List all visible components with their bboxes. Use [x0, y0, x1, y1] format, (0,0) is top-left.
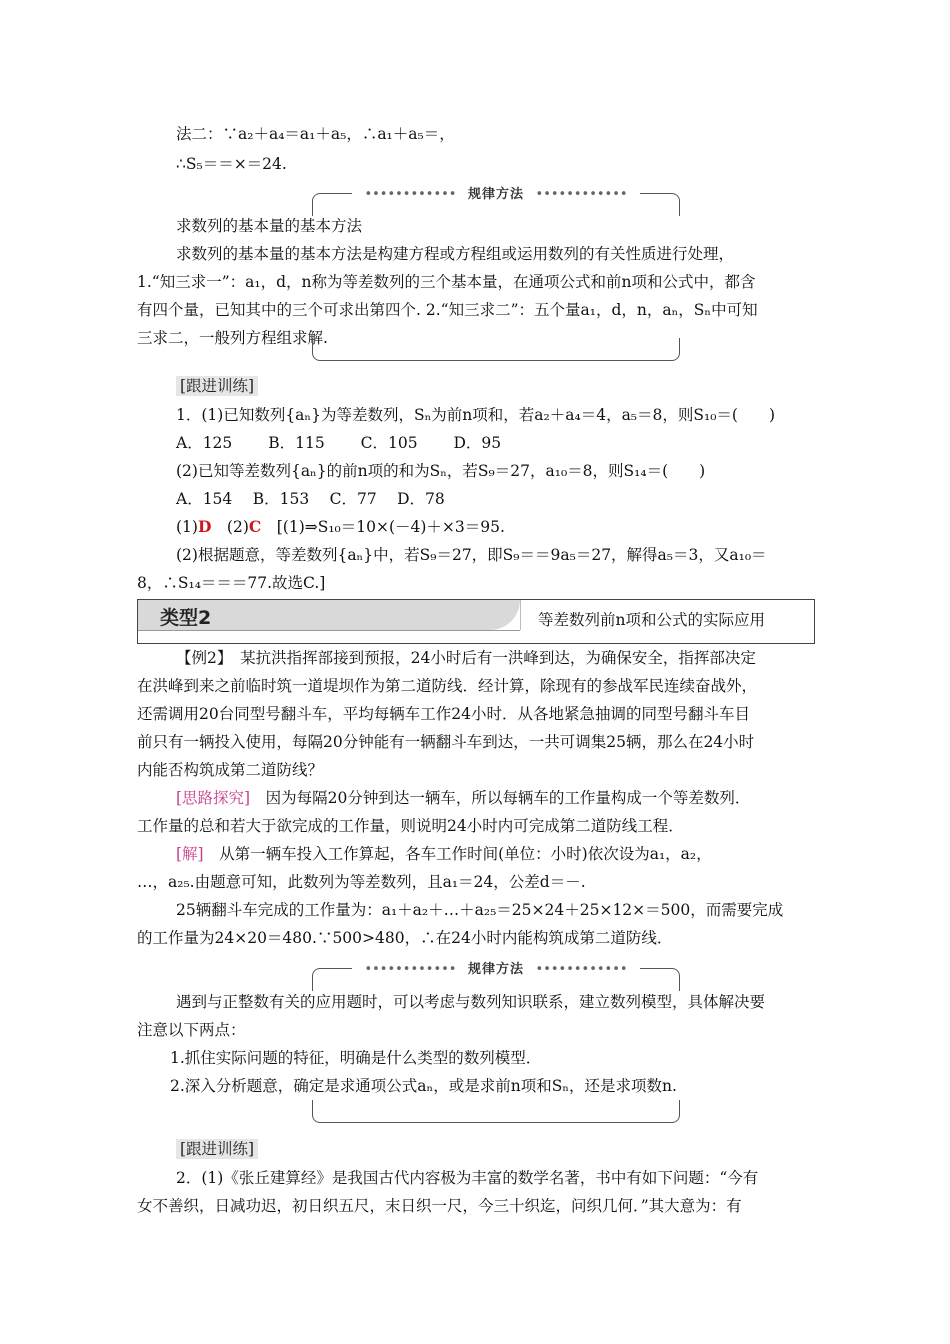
answer-letter: D — [197, 517, 212, 536]
method-box-title: 规律方法 — [467, 187, 524, 202]
text-line: 法二：∵a₂＋a₄＝a₁＋a₅，∴a₁＋a₅＝， — [176, 125, 455, 143]
text-line: 注意以下两点： — [137, 1021, 246, 1039]
practice-tag: [跟进训练] — [176, 1139, 258, 1159]
text-line: 遇到与正整数有关的应用题时，可以考虑与数列知识联系，建立数列模型，具体解决要 — [176, 993, 766, 1011]
text-line: 三求二，一般列方程组求解. — [137, 329, 328, 347]
text-line: 在洪峰到来之前临时筑一道堤坝作为第二道防线．经计算，除现有的参战军民连续奋战外， — [137, 677, 758, 695]
answer-line: (1)D (2)C [(1)⇒S₁₀＝10×(－4)＋×3＝95. — [176, 517, 505, 536]
text-line: 内能否构筑成第二道防线？ — [137, 761, 324, 779]
method-box-bottom — [312, 1100, 680, 1123]
think-tag: [思路探究] — [176, 789, 251, 807]
text-line: ∴S₅＝＝×＝24. — [176, 155, 287, 173]
text-line: 2.深入分析题意，确定是求通项公式aₙ，或是求前n项和Sₙ，还是求项数n. — [170, 1077, 677, 1095]
text-line: 的工作量为24×20＝480.∵500>480，∴在24小时内能构筑成第二道防线． — [137, 929, 673, 947]
text-line: 还需调用20台同型号翻斗车，平均每辆车工作24小时．从各地紧急抽调的同型号翻斗车目 — [137, 705, 750, 723]
answer-line: (2)根据题意，等差数列{aₙ}中，若S₉＝27，即S₉＝＝9a₅＝27，解得a₅＝3，又a₁₀＝ — [176, 546, 767, 564]
text-line: 前只有一辆投入使用，每隔20分钟能有一辆翻斗车到达，一共可调集25辆，那么在24小时 — [137, 733, 755, 751]
text-line: 求数列的基本量的基本方法 — [176, 217, 363, 235]
answer-letter: C — [248, 517, 262, 536]
options-line: A．154 B．153 C．77 D．78 — [176, 490, 445, 508]
type-banner-title: 类型2 — [160, 607, 212, 629]
text-line: …，a₂₅.由题意可知，此数列为等差数列，且a₁＝24，公差d＝－. — [137, 873, 586, 891]
method-box-bottom — [312, 338, 680, 361]
text-line: 1.“知三求一”：a₁，d，n称为等差数列的三个基本量，在通项公式和前n项和公式中，都含 — [137, 273, 756, 291]
question-line: 女不善织，日减功迟，初日织五尺，末日织一尺，今三十织迄，问织几何．”其大意为：有 — [137, 1197, 742, 1215]
text-line: 1.抓住实际问题的特征，明确是什么类型的数列模型． — [170, 1049, 542, 1067]
question-line: 1．(1)已知数列{aₙ}为等差数列，Sₙ为前n项和，若a₂＋a₄＝4，a₅＝8，则S₁₀＝( ) — [176, 406, 776, 424]
type-banner-subtitle: 等差数列前n项和公式的实际应用 — [538, 611, 765, 629]
type-banner — [137, 599, 815, 644]
text-line: 【例2】 某抗洪指挥部接到预报，24小时后有一洪峰到达，为确保安全，指挥部决定 — [176, 649, 756, 667]
method-box-top: •••••••••••• 规律方法 •••••••••••• — [312, 193, 680, 216]
text-line: 工作量的总和若大于欲完成的工作量，则说明24小时内可完成第二道防线工程． — [137, 817, 684, 835]
question-line: (2)已知等差数列{aₙ}的前n项的和为Sₙ，若S₉＝27，a₁₀＝8，则S₁₄＝( ) — [176, 462, 706, 480]
solution-tag: [解] — [176, 845, 204, 863]
text-line: 求数列的基本量的基本方法是构建方程或方程组或运用数列的有关性质进行处理， — [176, 245, 735, 263]
method-box-title: 规律方法 — [467, 962, 524, 977]
method-box-top: •••••••••••• 规律方法 •••••••••••• — [312, 968, 680, 991]
practice-tag: [跟进训练] — [176, 376, 258, 396]
question-line: 2．(1)《张丘建算经》是我国古代内容极为丰富的数学名著，书中有如下问题：“今有 — [176, 1169, 759, 1187]
text-line: 有四个量，已知其中的三个可求出第四个. 2.“知三求二”：五个量a₁，d，n，aₙ，Sₙ中可知 — [137, 301, 758, 319]
document-page: 法二：∵a₂＋a₄＝a₁＋a₅，∴a₁＋a₅＝， ∴S₅＝＝×＝24. •••••••••••• 规律方法 •••••••••••• 求数列的基本量的基本方法 求数列的基本量的基本方法是构建方程或方程组或运用数列的有关性质进行处理， 1.“知三求一”：a₁，d，n称为等差数列的三个基本量，在通项公式和前n项和公式中，都含 有四个量，已知其中的三个可求出第四个. 2.“知三求二”：五个量a₁，d，n，aₙ，Sₙ中可知 三求二，一般列方程组求解. [跟进训练] 1．(1)已知数列{aₙ}为等差数列，Sₙ为前n项和，若a₂＋a₄＝4，a₅＝8，则S₁₀＝( ) A．125 B．115 C．105 D．95 (2)已知等差数列{aₙ}的前n项的和为Sₙ，若S₉＝27，a₁₀＝8，则S₁₄＝( ) A．154 B．153 C．77 D．78 (1)D (2)C [(1)⇒S₁₀＝10×(－4)＋×3＝95. (2)根据题意，等差数列{aₙ}中，若S₉＝27，即S₉＝＝9a₅＝27，解得a₅＝3，又a₁₀＝ 8，∴S₁₄＝＝＝77.故选C.] 类型2 等差数列前n项和公式的实际应用 【例2】 某抗洪指挥部接到预报，24小时后有一洪峰到达，为确保安全，指挥部决定 在洪峰到来之前临时筑一道堤坝作为第二道防线．经计算，除现有的参战军民连续奋战外， 还需调用20台同型号翻斗车，平均每辆车工作24小时．从各地紧急抽调的同型号翻斗车目 前只有一辆投入使用，每隔20分钟能有一辆翻斗车到达，一共可调集25辆，那么在24小时 内能否构筑成第二道防线？ [思路探究] 因为每隔20分钟到达一辆车，所以每辆车的工作量构成一个等差数列． 工作量的总和若大于欲完成的工作量，则说明24小时内可完成第二道防线工程． [解] 从第一辆车投入工作算起，各车工作时间(单位：小时)依次设为a₁，a₂， …，a₂₅.由题意可知，此数列为等差数列，且a₁＝24，公差d＝－. 25辆翻斗车完成的工作量为：a₁＋a₂＋…＋a₂₅＝25×24＋25×12×＝500，而需要完成 的工作量为24×20＝480.∵500>480，∴在24小时内能构筑成第二道防线． •••••••••••• 规律方法 •••••••••••• 遇到与正整数有关的应用题时，可以考虑与数列知识联系，建立数列模型，具体解决要 注意以下两点： 1.抓住实际问题的特征，明确是什么类型的数列模型． 2.深入分析题意，确定是求通项公式aₙ，或是求前n项和Sₙ，还是求项数n. [跟进训练] 2．(1)《张丘建算经》是我国古代内容极为丰富的数学名著，书中有如下问题：“今有 女不善织，日减功迟，初日织五尺，末日织一尺，今三十织迄，问织几何．”其大意为：有 — [0, 0, 950, 1344]
text-line: 25辆翻斗车完成的工作量为：a₁＋a₂＋…＋a₂₅＝25×24＋25×12×＝500，而需要完成 — [176, 901, 784, 919]
answer-line: 8，∴S₁₄＝＝＝77.故选C.] — [137, 574, 326, 592]
options-line: A．125 B．115 C．105 D．95 — [176, 434, 502, 452]
